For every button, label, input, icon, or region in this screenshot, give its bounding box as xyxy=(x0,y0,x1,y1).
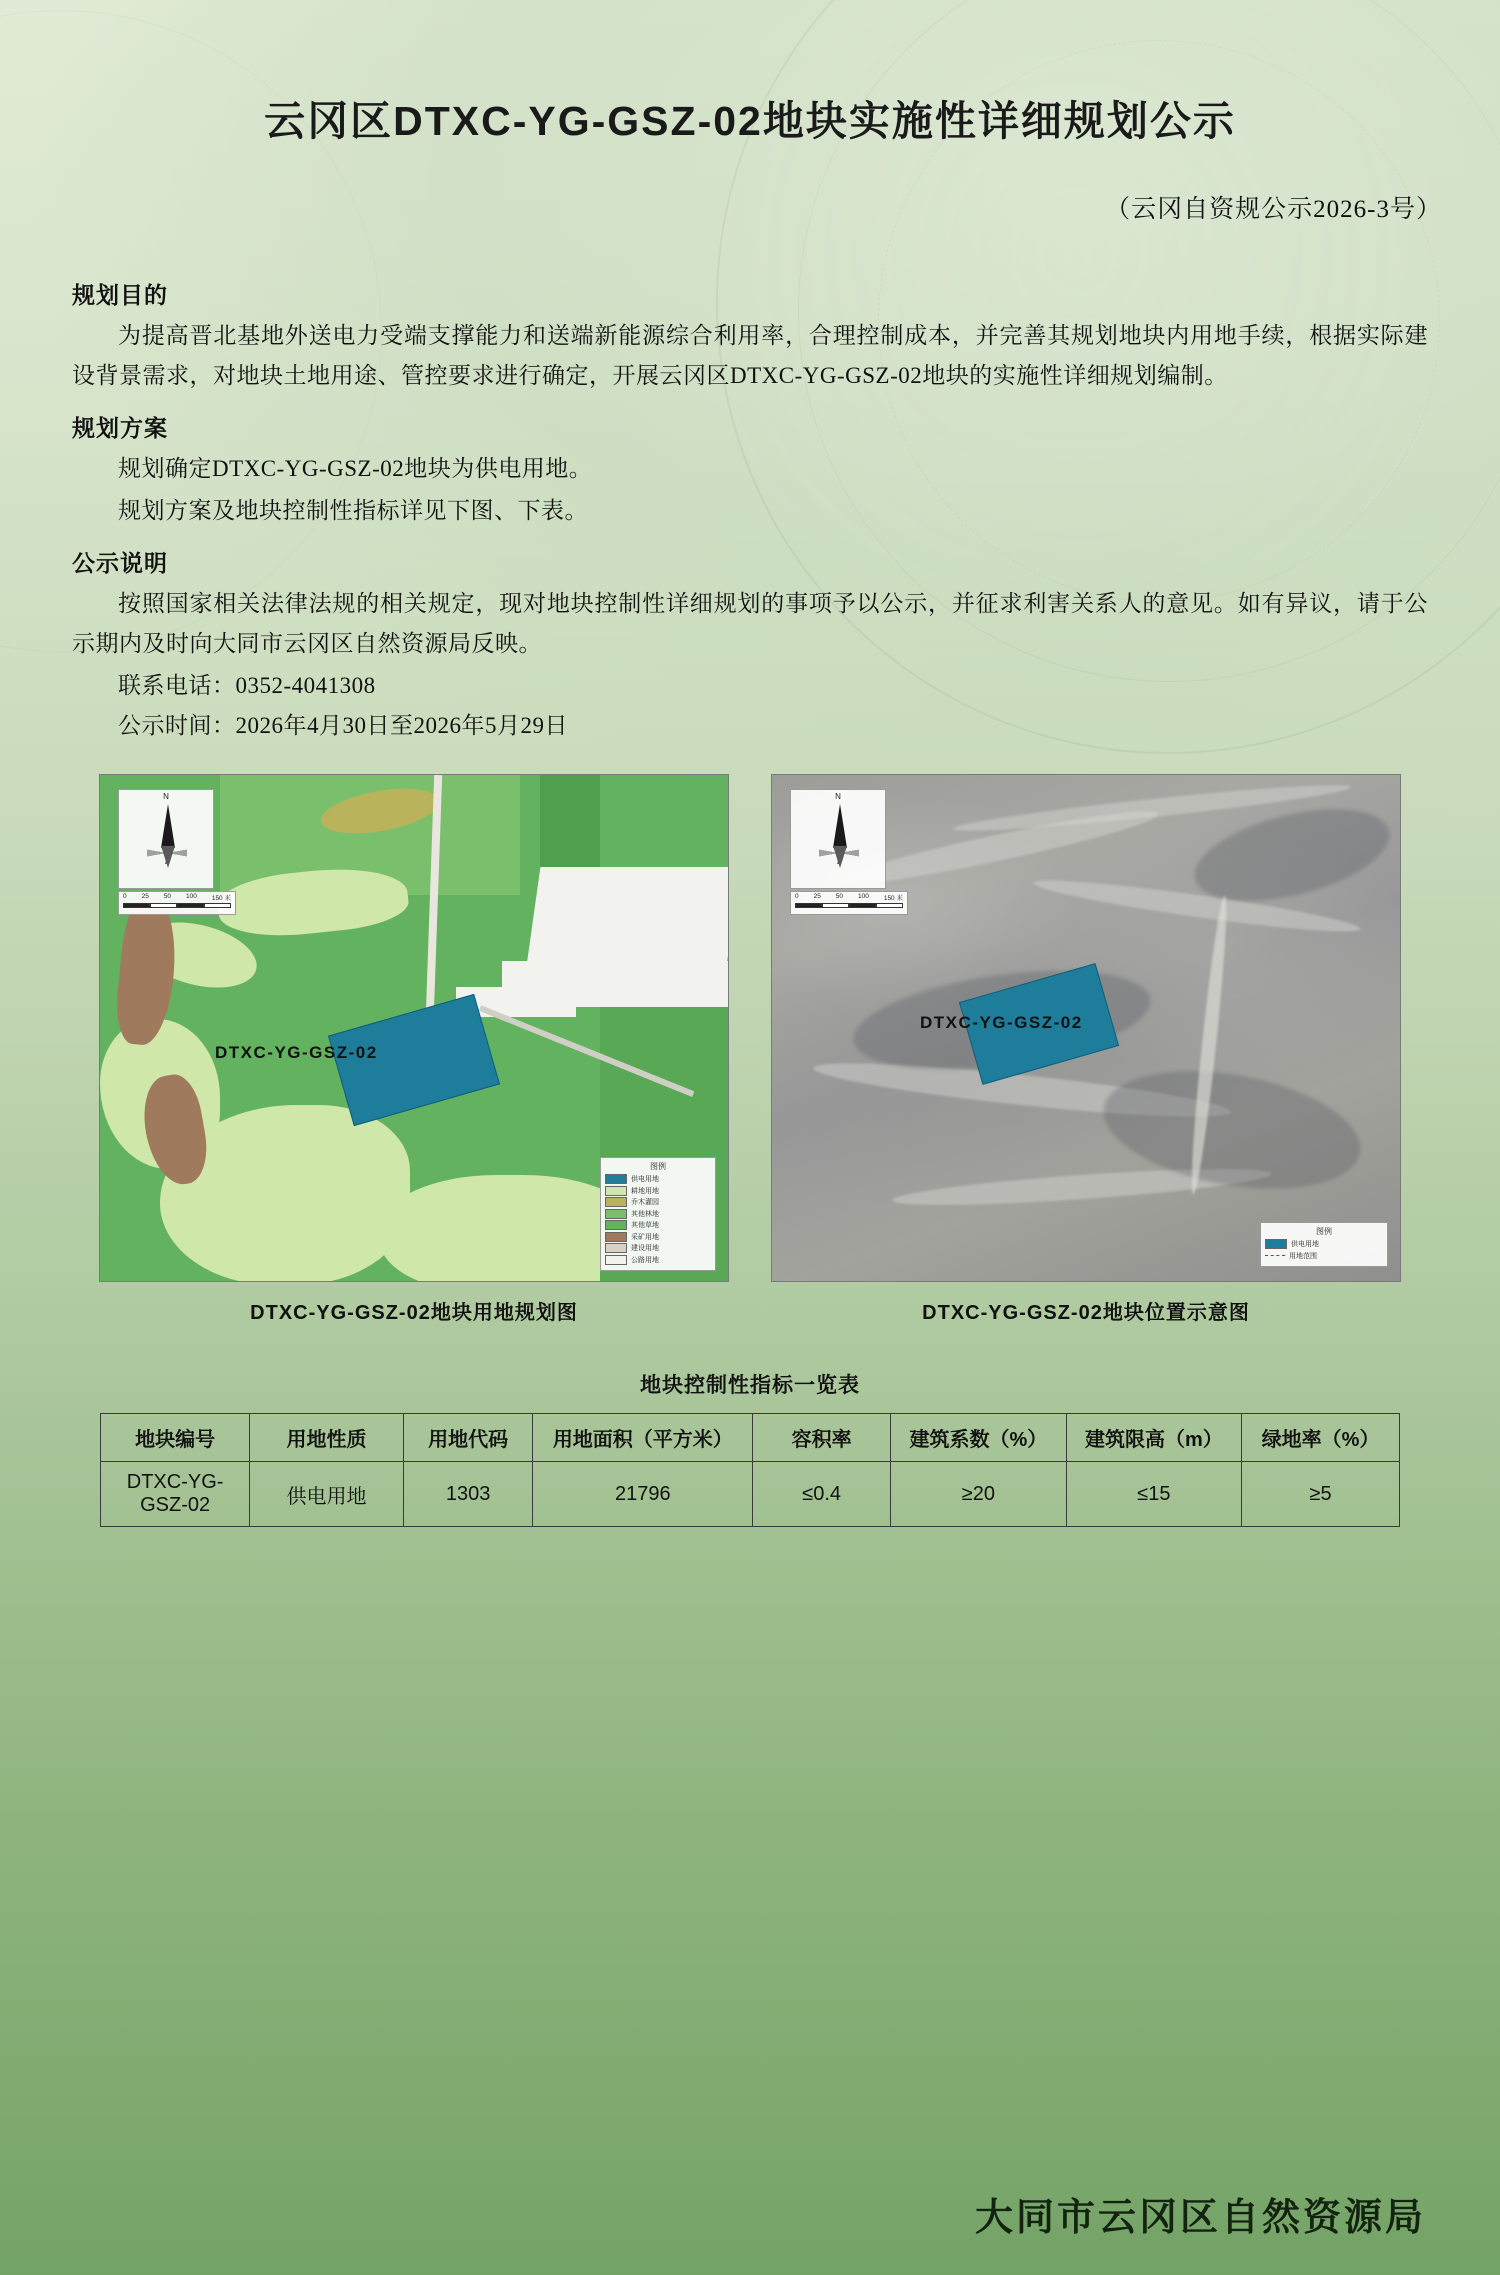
legend-title: 图例 xyxy=(650,1162,666,1171)
scale-tick-4: 150 米 xyxy=(211,895,231,902)
legend-item-label: 建设用地 xyxy=(631,1245,659,1252)
column-header-far: 容积率 xyxy=(753,1414,891,1462)
column-header-land-use: 用地性质 xyxy=(250,1414,404,1462)
scale-bar-ticks xyxy=(123,893,231,902)
legend-item xyxy=(605,1186,711,1196)
scale-bar-blocks xyxy=(123,903,231,908)
table-row xyxy=(101,1462,1400,1527)
legend-item-label: 其他草地 xyxy=(631,1222,659,1229)
compass-needle-north xyxy=(161,804,175,848)
legend-item xyxy=(605,1232,711,1242)
body-text xyxy=(0,225,1500,1527)
satellite-map xyxy=(772,775,1400,1281)
section-paragraph-notice: 按照国家相关法律法规的相关规定，现对地块控制性详细规划的事项予以公示，并征求利害关系人的意见。如有异议，请于公示期内及时向大同市云冈区自然资源局反映。 xyxy=(72,591,1428,656)
legend-item-label: 采矿用地 xyxy=(631,1233,659,1241)
legend-swatch-icon xyxy=(605,1209,627,1219)
document-number: （云冈自资规公示2026-3号） xyxy=(1105,196,1442,223)
legend-item-label: 公路用地 xyxy=(631,1256,659,1264)
scale-tick-4: 150 米 xyxy=(883,895,903,902)
column-header-building-coefficient: 建筑系数（%） xyxy=(891,1414,1067,1462)
cell-far: ≤0.4 xyxy=(753,1462,891,1527)
table-title: 地块控制性指标一览表 xyxy=(640,1374,860,1397)
section-heading-notice: 公示说明 xyxy=(72,550,168,576)
compass-needle-south xyxy=(833,846,847,868)
scale-tick-2: 50 xyxy=(163,893,172,900)
scale-bar-ticks xyxy=(795,893,903,902)
legend-boundary-line-icon xyxy=(1265,1255,1285,1256)
column-header-area: 用地面积（平方米） xyxy=(533,1414,753,1462)
legend-item xyxy=(1265,1239,1383,1249)
figure-caption: DTXC-YG-GSZ-02地块位置示意图 xyxy=(922,1302,1250,1324)
scale-tick-2: 50 xyxy=(835,893,844,900)
legend-item-label: 耕地用地 xyxy=(631,1187,659,1195)
figure-location-map-image xyxy=(771,774,1401,1282)
column-header-land-code: 用地代码 xyxy=(403,1414,533,1462)
legend-swatch-icon xyxy=(1265,1239,1287,1249)
section-heading-purpose: 规划目的 xyxy=(72,282,168,308)
legend-swatch-icon xyxy=(605,1255,627,1265)
cell-area: 21796 xyxy=(533,1462,753,1527)
scale-tick-1: 25 xyxy=(141,893,149,900)
scale-tick-3: 100 xyxy=(186,893,197,900)
cell-parcel-id: DTXC-YG-GSZ-02 xyxy=(101,1462,250,1527)
cell-green-ratio: ≥5 xyxy=(1242,1462,1400,1527)
legend-item xyxy=(605,1220,711,1230)
scale-bar-blocks xyxy=(795,903,903,908)
issuer-name: 大同市云冈区自然资源局 xyxy=(974,2197,1426,2239)
legend-item-label: 供电用地 xyxy=(1291,1241,1319,1248)
column-header-height-limit: 建筑限高（m） xyxy=(1066,1414,1242,1462)
legend-item-label: 乔木灌园 xyxy=(631,1199,659,1206)
section-heading-plan: 规划方案 xyxy=(72,415,168,441)
column-header-green-ratio: 绿地率（%） xyxy=(1242,1414,1400,1462)
figure-land-use-plan-image xyxy=(99,774,729,1282)
legend-swatch-icon xyxy=(605,1243,627,1253)
legend-item-label: 供电用地 xyxy=(631,1176,659,1183)
table-header-row xyxy=(101,1414,1400,1462)
legend-swatch-icon xyxy=(605,1197,627,1207)
section-paragraph-plan-2: 规划方案及地块控制性指标详见下图、下表。 xyxy=(118,498,588,523)
figures-row xyxy=(72,774,1428,1325)
legend-swatch-icon xyxy=(605,1174,627,1184)
legend-swatch-icon xyxy=(605,1220,627,1230)
figure-location-map xyxy=(771,774,1401,1325)
compass-north-label: N xyxy=(835,792,841,801)
scale-bar xyxy=(790,891,908,915)
figure-caption: DTXC-YG-GSZ-02地块用地规划图 xyxy=(250,1302,578,1324)
compass-icon xyxy=(118,789,214,889)
cell-height-limit: ≤15 xyxy=(1066,1462,1242,1527)
map-legend xyxy=(600,1157,716,1271)
legend-item-label: 用地范围 xyxy=(1289,1252,1317,1260)
figure-land-use-plan xyxy=(99,774,729,1325)
compass-north-label: N xyxy=(163,792,169,801)
scale-tick-0: 0 xyxy=(123,893,127,900)
map-parcel-label: DTXC-YG-GSZ-02 xyxy=(215,1043,378,1062)
scale-tick-1: 25 xyxy=(813,893,821,900)
scale-tick-3: 100 xyxy=(858,893,869,900)
section-paragraph-purpose: 为提高晋北基地外送电力受端支撑能力和送端新能源综合利用率，合理控制成本，并完善其规划地块内用地手续，根据实际建设背景需求，对地块土地用途、管控要求进行确定，开展云冈区DTXC-YG-GSZ-02地块的实施性详细规划编制。 xyxy=(72,323,1428,388)
compass-needle-north xyxy=(833,804,847,848)
cell-land-use: 供电用地 xyxy=(250,1462,404,1527)
legend-item xyxy=(605,1255,711,1265)
map-legend xyxy=(1260,1222,1388,1267)
legend-swatch-icon xyxy=(605,1186,627,1196)
scale-bar xyxy=(118,891,236,915)
section-paragraph-plan-1: 规划确定DTXC-YG-GSZ-02地块为供电用地。 xyxy=(118,456,593,481)
land-use-map xyxy=(100,775,728,1281)
cell-land-code: 1303 xyxy=(403,1462,533,1527)
legend-item xyxy=(1265,1251,1383,1261)
cell-building-coefficient: ≥20 xyxy=(891,1462,1067,1527)
map-parcel-label: DTXC-YG-GSZ-02 xyxy=(920,1013,1083,1032)
legend-swatch-icon xyxy=(605,1232,627,1242)
legend-item xyxy=(605,1243,711,1253)
publicity-period: 公示时间：2026年4月30日至2026年5月29日 xyxy=(118,713,568,738)
page-title: 云冈区DTXC-YG-GSZ-02地块实施性详细规划公示 xyxy=(264,98,1236,144)
legend-item xyxy=(605,1209,711,1219)
legend-title: 图例 xyxy=(1316,1227,1332,1236)
compass-needle-south xyxy=(161,846,175,868)
contact-phone: 联系电话：0352-4041308 xyxy=(118,673,376,698)
legend-item-label: 其他林地 xyxy=(631,1210,659,1218)
scale-tick-0: 0 xyxy=(795,893,799,900)
compass-icon xyxy=(790,789,886,889)
column-header-parcel-id: 地块编号 xyxy=(101,1414,250,1462)
legend-item xyxy=(605,1197,711,1207)
map-polygon-grass-north xyxy=(540,775,600,871)
legend-item xyxy=(605,1174,711,1184)
indicators-table xyxy=(100,1413,1400,1527)
